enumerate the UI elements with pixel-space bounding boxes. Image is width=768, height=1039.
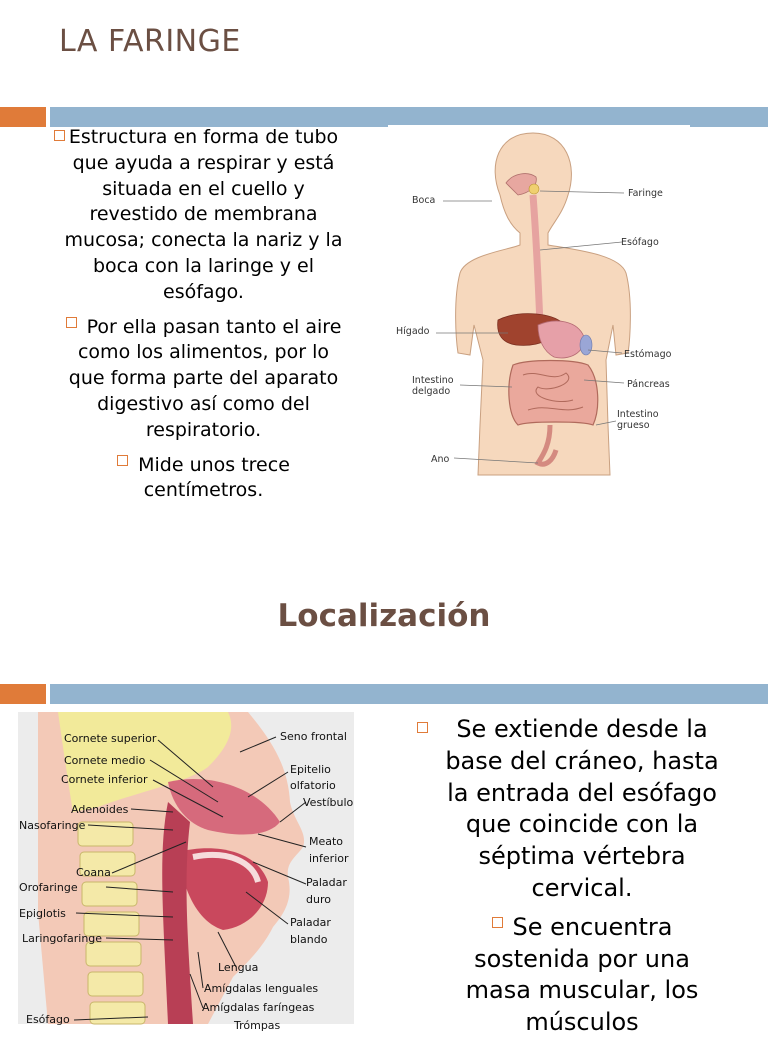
bullet-list (62, 125, 345, 504)
svg-text:inferior: inferior (309, 852, 349, 865)
pharynx-anatomy-svg (18, 712, 354, 1032)
accent-bar-orange (0, 684, 46, 704)
label-pancreas: Páncreas (627, 379, 670, 390)
svg-text:grueso: grueso (617, 420, 650, 431)
label-cornete-superior: Cornete superior (64, 732, 157, 745)
label-paladar-blando: Paladar (290, 916, 331, 929)
bullet-item: Se encuentra sostenida por una masa muscular, los músculos (465, 912, 699, 1037)
slide-title: Localización (277, 598, 491, 634)
label-trompa: Trómpas (234, 1019, 281, 1032)
svg-text:olfatorio: olfatorio (290, 779, 336, 792)
label-amigdalas-linguales: Amígdalas lenguales (204, 982, 319, 995)
svg-text:blando: blando (290, 933, 328, 946)
label-faringe: Faringe (628, 188, 663, 199)
square-bullet-icon (417, 722, 428, 733)
label-orofaringe: Orofaringe (19, 881, 78, 894)
square-bullet-icon (492, 917, 503, 928)
label-nasofaringe: Nasofaringe (19, 819, 86, 832)
label-intestino-grueso: Intestino (617, 409, 659, 420)
square-bullet-icon (54, 130, 65, 141)
bullet-list (437, 714, 727, 1039)
label-ano: Ano (431, 454, 450, 465)
label-meato-inferior: Meato (309, 835, 344, 848)
label-epitelio-olfatorio: Epitelio (290, 763, 331, 776)
bullet-item: Se extiende desde la base del cráneo, hasta la entrada del esófago que coincide con la séptima vértebra cervical. (437, 714, 727, 905)
label-higado: Hígado (396, 326, 430, 337)
label-coana: Coana (76, 866, 111, 879)
slide-localizacion (0, 512, 768, 1037)
label-epiglotis: Epiglotis (19, 907, 66, 920)
bullet-item: Estructura en forma de tubo que ayuda a respirar y está situada en el cuello y revestido de membrana mucosa; conecta la nariz y la boca con la laringe y el esófago. (62, 125, 345, 306)
bullet-item: Mide unos trece centímetros. (62, 453, 345, 505)
bullet-item: Por ella pasan tanto el aire como los alimentos, por lo que forma parte del aparato digestivo así como del respiratorio. (62, 315, 345, 444)
label-vestibulo: Vestíbulo (303, 796, 354, 809)
slide-title: LA FARINGE (59, 24, 241, 59)
label-adenoides: Adenoides (71, 803, 129, 816)
svg-text:duro: duro (306, 893, 331, 906)
pharynx-anatomy-diagram (18, 712, 354, 1032)
label-laringofaringe: Laringofaringe (22, 932, 103, 945)
label-seno-frontal: Seno frontal (280, 730, 347, 743)
label-intestino-delgado: Intestino (412, 375, 454, 386)
slide-la-faringe (0, 0, 768, 512)
accent-bar-blue (50, 107, 768, 127)
accent-bar-orange (0, 107, 46, 127)
digestive-system-svg (388, 125, 690, 475)
label-cornete-inferior: Cornete inferior (61, 773, 148, 786)
label-esofago: Esófago (26, 1013, 70, 1026)
label-estomago: Estómago (624, 349, 672, 360)
digestive-system-diagram (388, 125, 690, 475)
label-amigdalas-faringeas: Amígdalas faríngeas (202, 1001, 315, 1014)
label-esofago: Esófago (621, 237, 659, 248)
label-lengua: Lengua (218, 961, 259, 974)
label-cornete-medio: Cornete medio (64, 754, 146, 767)
accent-bar-blue (50, 684, 768, 704)
svg-text:delgado: delgado (412, 386, 451, 397)
label-boca: Boca (412, 195, 436, 206)
square-bullet-icon (66, 317, 77, 328)
label-paladar-duro: Paladar (306, 876, 347, 889)
square-bullet-icon (117, 455, 128, 466)
